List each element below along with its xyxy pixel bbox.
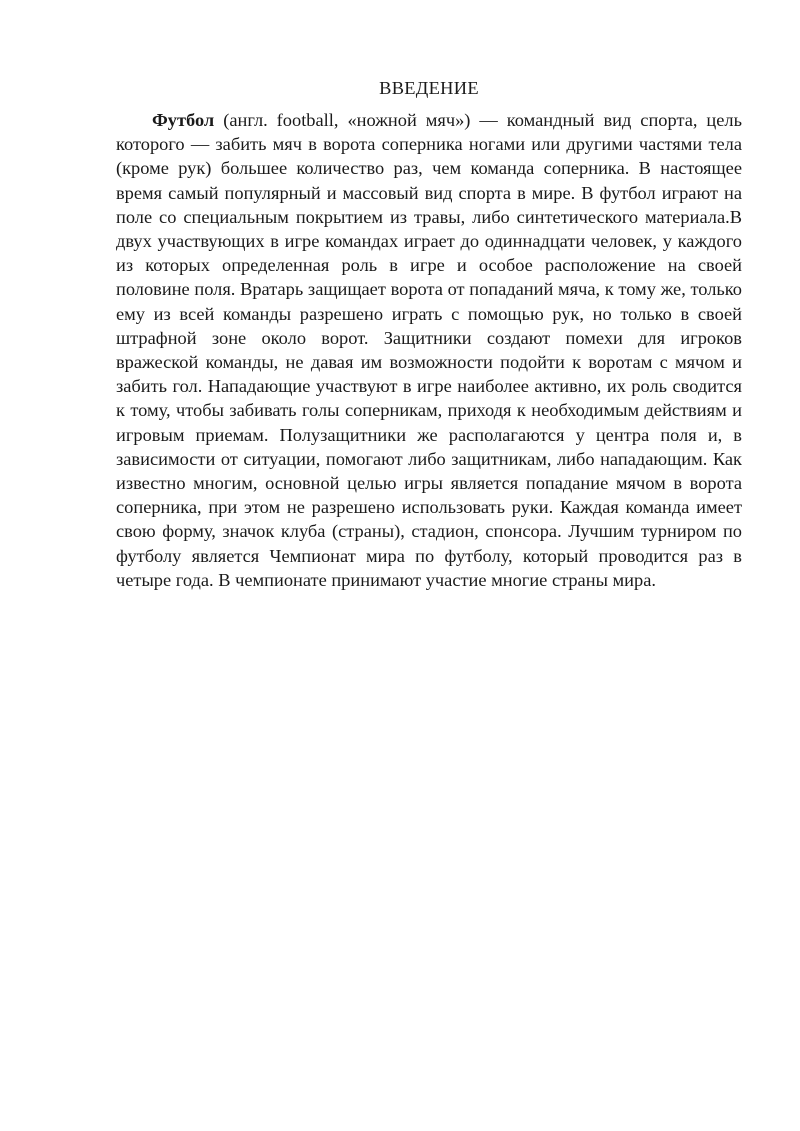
intro-paragraph bbox=[116, 108, 742, 592]
section-heading: ВВЕДЕНИЕ bbox=[379, 78, 479, 98]
document-content bbox=[116, 76, 742, 592]
bold-term: Футбол bbox=[152, 110, 215, 130]
paragraph-body: (англ. football, «ножной мяч») — командный вид спорта, цель которого — забить мяч в ворота соперника ногами или другими частями тела (кроме рук) большее количество раз, чем команда соперника. В настоящее время самый популярный и массовый вид спорта в мире. В футбол играют на поле со специальным покрытием из травы, либо синтетического материала.В двух участвующих в игре командах играет до одиннадцати человек, у каждого из которых определенная роль в игре и особое расположение на своей половине поля. Вратарь защищает ворота от попаданий мяча, к тому же, только ему из всей команды разрешено играть с помощью рук, но только в своей штрафной зоне около ворот. Защитники создают помехи для игроков вражеской команды, не давая им возможности подойти к воротам с мячом и забить гол. Нападающие участвуют в игре наиболее активно, их роль сводится к тому, чтобы забивать голы соперникам, приходя к необходимым действиям и игровым приемам. Полузащитники же располагаются у центра поля и, в зависимости от ситуации, помогают либо защитникам, либо нападающим. Как известно многим, основной целью игры является попадание мячом в ворота соперника, при этом не разрешено использовать руки. Каждая команда имеет свою форму, значок клуба (страны), стадион, спонсора. Лучшим турниром по футболу является Чемпионат мира по футболу, который проводится раз в четыре года. В чемпионате принимают участие многие страны мира. bbox=[116, 110, 742, 590]
